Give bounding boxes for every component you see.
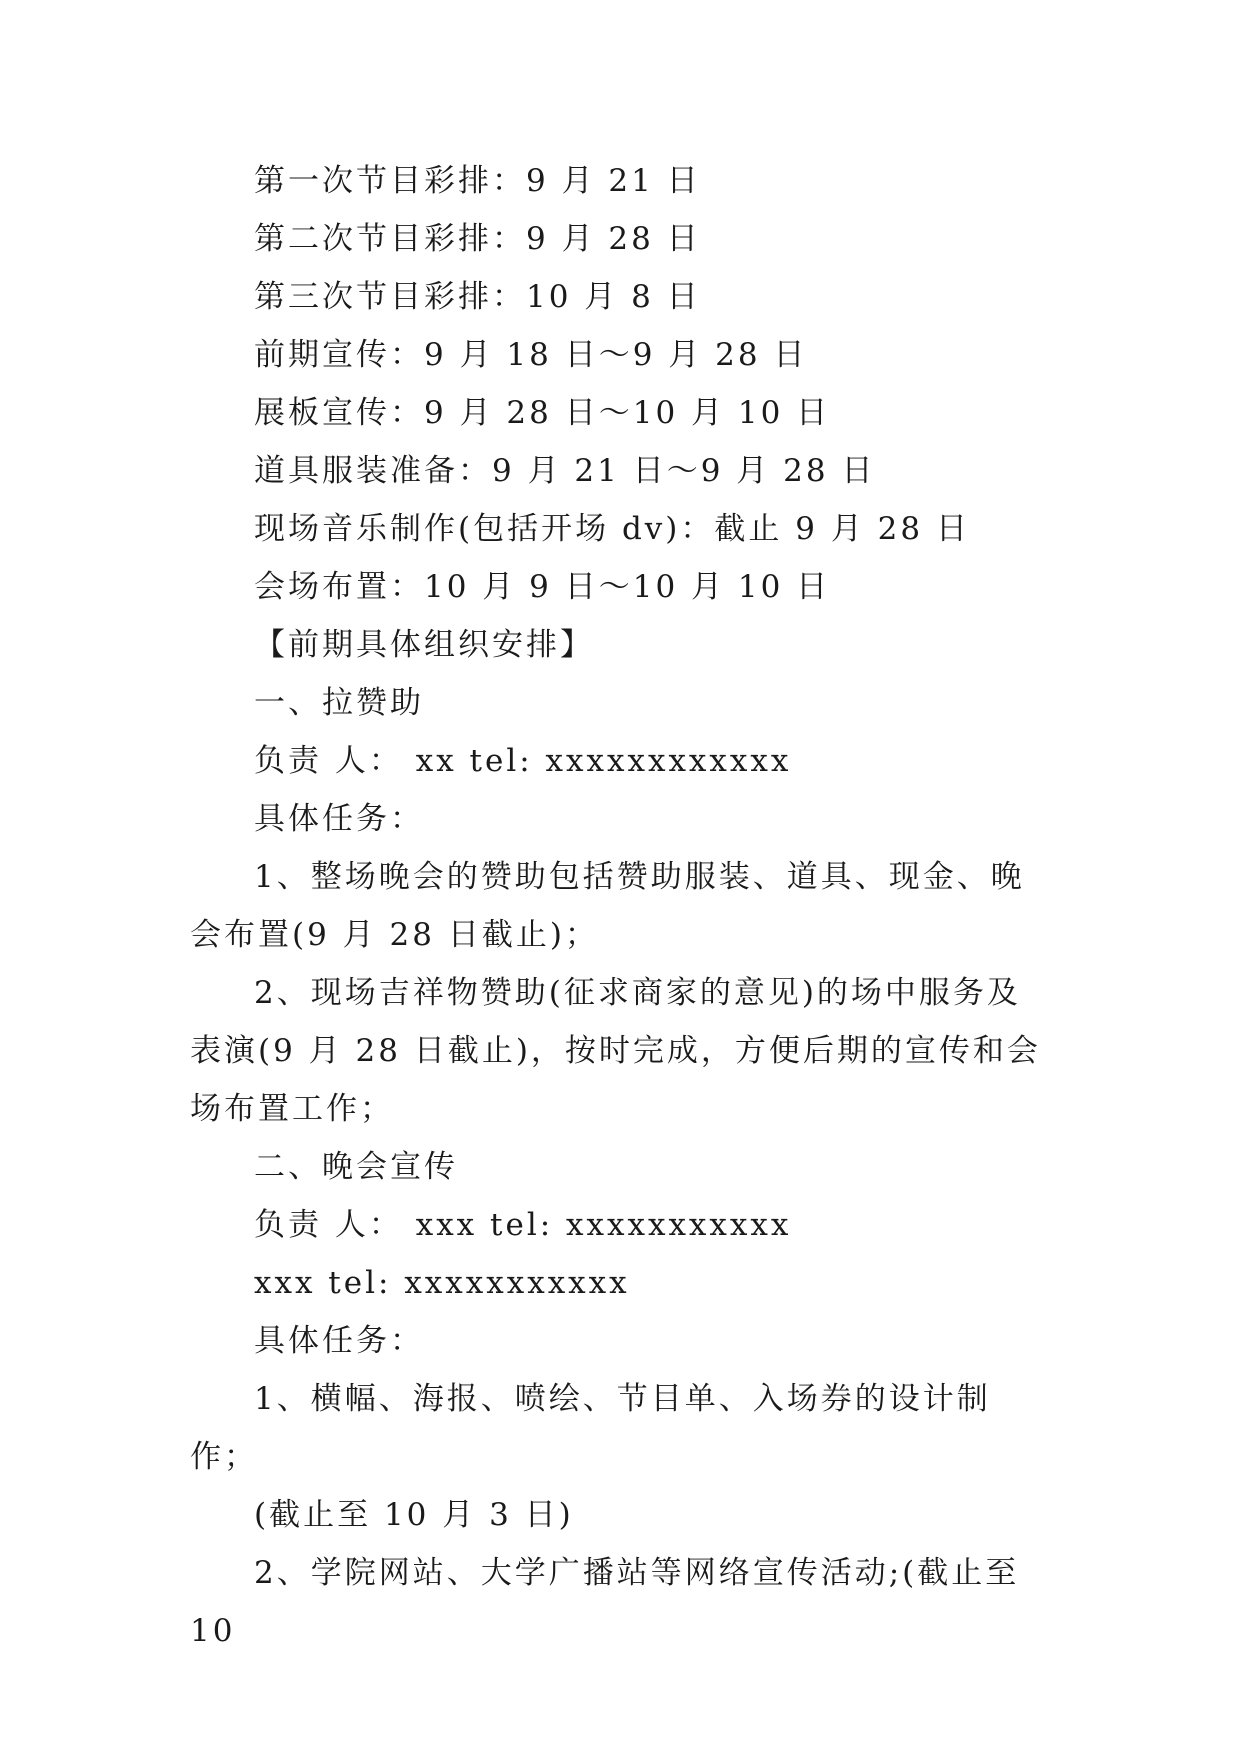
schedule-early-promotion: 前期宣传：9 月 18 日～9 月 28 日 bbox=[254, 337, 808, 373]
promotion-task-2: 2、学院网站、大学广播站等网络宣传活动;(截止至 10 bbox=[190, 1555, 1020, 1649]
schedule-rehearsal-1: 第一次节目彩排：9 月 21 日 bbox=[254, 163, 701, 199]
schedule-rehearsal-3: 第三次节目彩排：10 月 8 日 bbox=[254, 279, 701, 315]
promotion-task-1-deadline: (截止至 10 月 3 日) bbox=[254, 1497, 574, 1533]
subsection-promotion: 二、晚会宣传 bbox=[254, 1149, 458, 1185]
schedule-board-promotion: 展板宣传：9 月 28 日～10 月 10 日 bbox=[254, 395, 831, 431]
promotion-contact-2: xxx tel: xxxxxxxxxxx bbox=[254, 1265, 630, 1301]
promotion-contact-1: 负责 人： xxx tel: xxxxxxxxxxx bbox=[254, 1207, 792, 1243]
sponsorship-task-2: 2、现场吉祥物赞助(征求商家的意见)的场中服务及表演(9 月 28 日截止)，按时完成，方便后期的宣传和会场布置工作； bbox=[190, 975, 1041, 1127]
subsection-sponsorship: 一、拉赞助 bbox=[254, 685, 424, 721]
schedule-music-production: 现场音乐制作(包括开场 dv)：截止 9 月 28 日 bbox=[254, 511, 970, 547]
sponsorship-tasks-label: 具体任务： bbox=[254, 801, 424, 837]
promotion-task-1: 1、横幅、海报、喷绘、节目单、入场券的设计制作； bbox=[190, 1381, 991, 1475]
promotion-tasks-label: 具体任务： bbox=[254, 1323, 424, 1359]
schedule-venue-setup: 会场布置：10 月 9 日～10 月 10 日 bbox=[254, 569, 831, 605]
sponsorship-contact: 负责 人： xx tel: xxxxxxxxxxxx bbox=[254, 743, 792, 779]
sponsorship-task-1: 1、整场晚会的赞助包括赞助服装、道具、现金、晚会布置(9 月 28 日截止)； bbox=[190, 859, 1025, 953]
document-body bbox=[190, 152, 1050, 1660]
schedule-rehearsal-2: 第二次节目彩排：9 月 28 日 bbox=[254, 221, 701, 257]
schedule-props-costumes: 道具服装准备：9 月 21 日～9 月 28 日 bbox=[254, 453, 876, 489]
section-heading-organization: 【前期具体组织安排】 bbox=[254, 627, 594, 663]
